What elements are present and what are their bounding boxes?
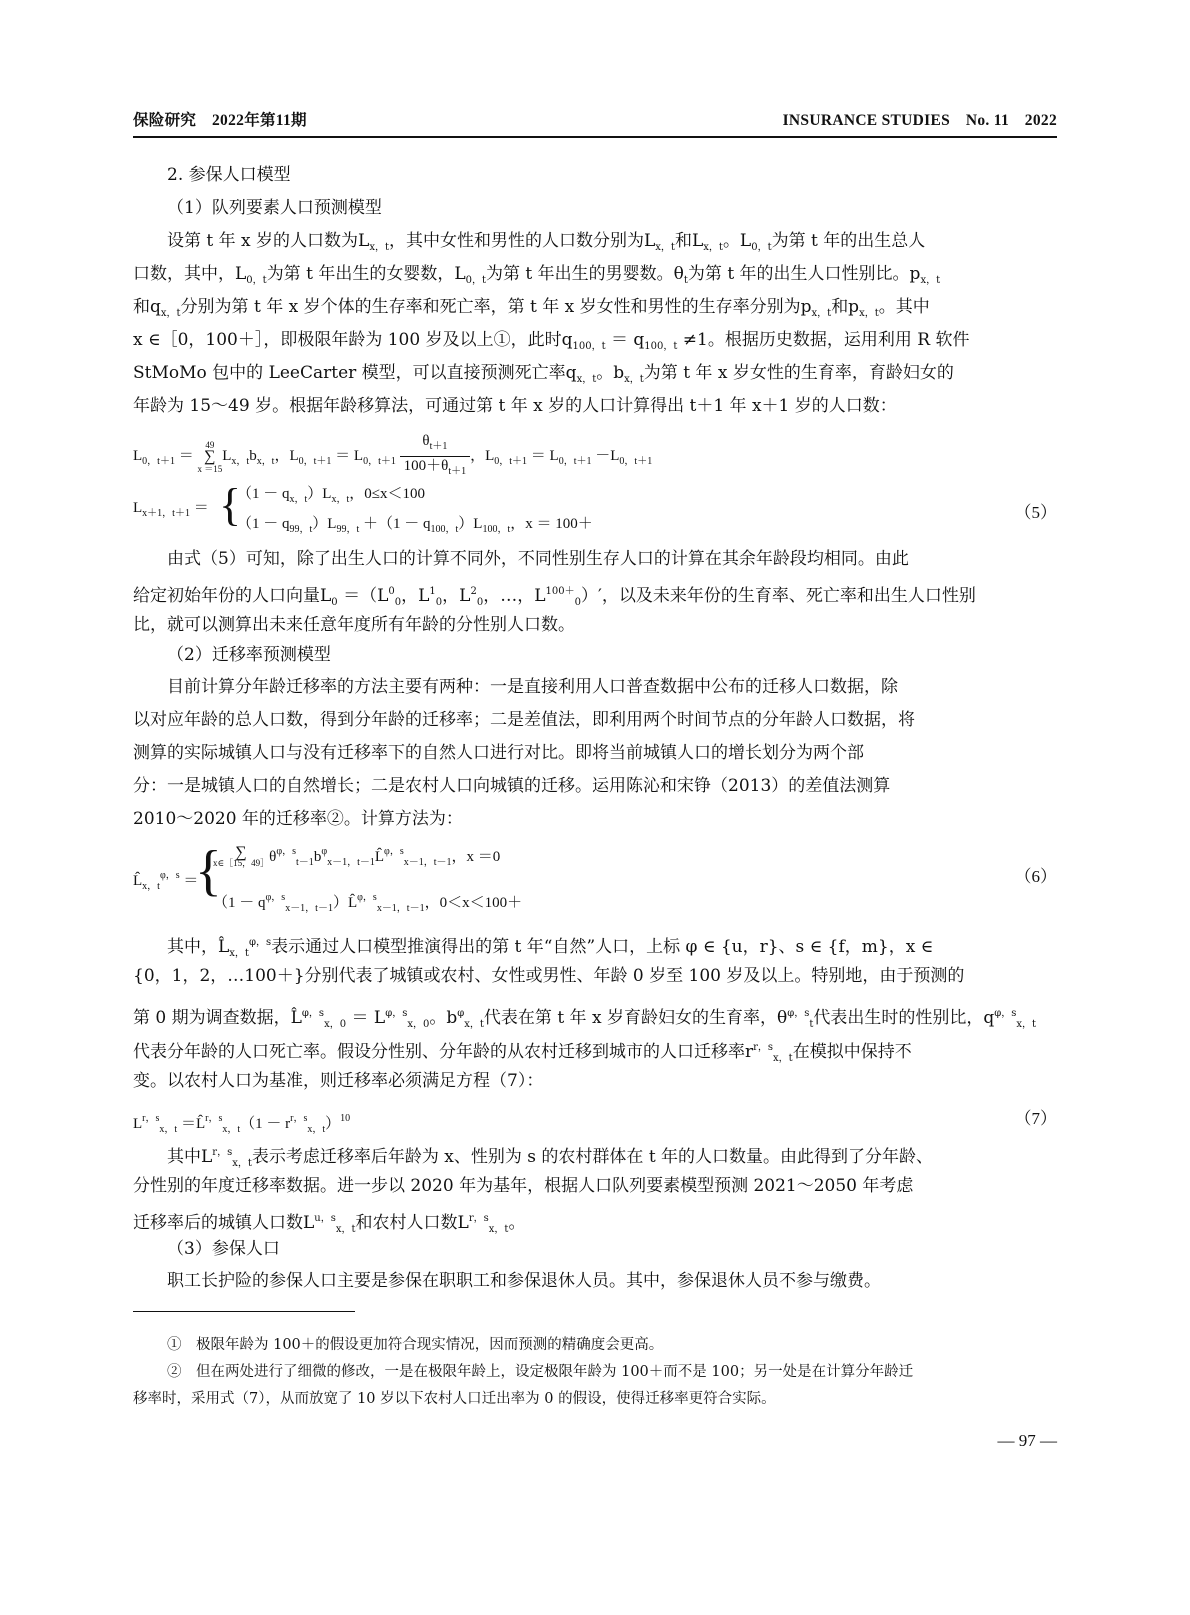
equation-birth: $L_{0,t+1}$ ＝ 49 ∑ x ＝15 $L_{x,t}b_{x,t}$，$L_{0,t+1} = L_{0,t+1}$ $\frac{\theta_{t+1}}{100+\theta_{t+1}}$ ，$L_{0,t+1} = L_{0,t+1} -L_{0,t+1}$	[133, 433, 653, 476]
paragraph-line: 分：一是城镇人口的自然增长；二是农村人口向城镇的迁移。运用陈沁和宋铮（2013）的差值法测算	[133, 776, 891, 796]
paragraph-line: 和$q_{x,t}$分别为第 t 年 x 岁个体的生存率和死亡率，第 t 年 x 岁女性和男性的生存率分别为$p_{x,t}$和$p_{x,t}$。其中	[133, 297, 930, 319]
paragraph-line: {0，1，2，…100＋}分别代表了城镇或农村、女性或男性、年龄 0 岁至 100 岁及以上。特别地，由于预测的	[133, 966, 965, 986]
paragraph-line: 口数，其中，$L_{0,t}$为第 t 年出生的女婴数，$L_{0,t}$为第 t 年出生的男婴数。$\theta_t$为第 t 年的出生人口性别比。$p_{x,t}$	[133, 264, 941, 286]
equation-survival: $L_{x+1,t+1}$ ＝ { $(1 - q_{x,t})L_{x,t}$，0≤x＜100 $(1 - q_{99,t})L_{99,t} +(1 - q_{100,t})L_{100,t}$，x ＝ 100＋	[133, 479, 593, 535]
paragraph-line: 第 0 期为调查数据，L̂$^{\varphi,s}_{x,0}$ ＝ $L^{\varphi,s}_{x,0}$。$b^\varphi_{x,t}$代表在第 t 年 x 岁育龄妇女的生育率，$\theta^{\varphi,s}_t$代表出生时的性别比，$q^{\varphi,s}_{x,t}$	[133, 1008, 1037, 1030]
paragraph-line: 职工长护险的参保人口主要是参保在职职工和参保退休人员。其中，参保退休人员不参与缴费。	[167, 1271, 881, 1291]
paragraph-line: 比，就可以测算出未来任意年度所有年龄的分性别人口数。	[133, 615, 575, 635]
equation-migration-rate: $L^{r,s}_{x,t}$ ＝L̂$^{r,s}_{x,t}$（1 － $r^{r,s}_{x,t})^{10}$	[133, 1113, 351, 1135]
paragraph-line: 由式（5）可知，除了出生人口的计算不同外，不同性别生存人口的计算在其余年龄段均相同。由此	[167, 549, 909, 569]
paragraph-line: 分性别的年度迁移率数据。进一步以 2020 年为基年，根据人口队列要素模型预测 2021～2050 年考虑	[133, 1176, 914, 1196]
paragraph-line: 给定初始年份的人口向量$L_0 =(L^0_0$，$L^1_0$，$L^2_0$，…，$L^{100+}_0)'$，以及未来年份的生育率、死亡率和出生人口性别	[133, 586, 976, 608]
subsection-heading-3: （3）参保人口	[167, 1239, 280, 1259]
page-number: — 97 —	[997, 1431, 1057, 1450]
paragraph-line: 其中，$L̂_{x,t}^{\varphi,s}$表示通过人口模型推演得出的第 t 年“自然”人口，上标 φ ∈ {u，r}、s ∈ {f，m}，x ∈	[167, 937, 934, 959]
paragraph-line: 以对应年龄的总人口数，得到分年龄的迁移率；二是差值法，即利用两个时间节点的分年龄人口数据，将	[133, 710, 915, 730]
equation-number-6: （6）	[1014, 867, 1057, 886]
subsection-heading-1: （1）队列要素人口预测模型	[167, 198, 382, 218]
paragraph-line: 设第 t 年 x 岁的人口数为$L_{x,t}$，其中女性和男性的人口数分别为$L_{x,t}$和$L_{x,t}$。$L_{0,t}$为第 t 年的出生总人	[167, 231, 926, 253]
equation-natural-population: $L̂_{x,t}^{\varphi,s}$ ＝ { ∑ x∈［15，49］ $\theta^{\varphi,s}_{t-1}b^\varphi_{x-1,t-1}L̂^{\varphi,s}_{x-1,t-1}$，x ＝0 $(1 - q^{\varphi,s}_{x-1,t-1})L̂^{\varphi,s}_{x-1,t-1}$，0＜x＜100＋	[133, 840, 523, 914]
paragraph-line: 目前计算分年龄迁移率的方法主要有两种：一是直接利用人口普查数据中公布的迁移人口数据，除	[167, 677, 898, 697]
footnote-rule	[133, 1311, 355, 1312]
running-header-right: INSURANCE STUDIES No. 11 2022	[782, 112, 1057, 129]
paragraph-line: 2010～2020 年的迁移率②。计算方法为：	[133, 809, 463, 829]
paragraph-line: 其中$L^{r,s}_{x,t}$表示考虑迁移率后年龄为 x、性别为 s 的农村群体在 t 年的人口数量。由此得到了分年龄、	[167, 1147, 934, 1169]
footnote-2: ② 但在两处进行了细微的修改，一是在极限年龄上，设定极限年龄为 100＋而不是 100；另一处是在计算分年龄迁	[167, 1364, 914, 1380]
paragraph-line: 年龄为 15～49 岁。根据年龄移算法，可通过第 t 年 x 岁的人口计算得出 t＋1 年 x＋1 岁的人口数：	[133, 396, 897, 416]
paragraph-line: 变。以农村人口为基准，则迁移率必须满足方程（7）：	[133, 1071, 544, 1091]
paragraph-line: 代表分年龄的人口死亡率。假设分性别、分年龄的从农村迁移到城市的人口迁移率$r^{r,s}_{x,t}$在模拟中保持不	[133, 1042, 912, 1064]
paragraph-line: x ∈［0，100＋］，即极限年龄为 100 岁及以上①，此时$q_{100,t} = q_{100,t} \ne 1$。根据历史数据，运用利用 R 软件	[133, 330, 970, 352]
header-rule	[133, 136, 1057, 138]
running-header-left: 保险研究 2022年第11期	[133, 112, 307, 129]
equation-number-5: （5）	[1014, 503, 1057, 522]
footnote-1: ① 极限年龄为 100＋的假设更加符合现实情况，因而预测的精确度会更高。	[167, 1337, 664, 1353]
section-heading: 2. 参保人口模型	[167, 165, 291, 185]
footnote-2-cont: 移率时，采用式（7），从而放宽了 10 岁以下农村人口迁出率为 0 的假设，使得迁移率更符合实际。	[133, 1391, 776, 1407]
paragraph-line: 测算的实际城镇人口与没有迁移率下的自然人口进行对比。即将当前城镇人口的增长划分为两个部	[133, 743, 864, 763]
equation-number-7: （7）	[1014, 1109, 1057, 1128]
paragraph-line: 迁移率后的城镇人口数$L^{u,s}_{x,t}$和农村人口数$L^{r,s}_{x,t}$。	[133, 1213, 526, 1235]
paragraph-line: StMoMo 包中的 LeeCarter 模型，可以直接预测死亡率$q_{x,t}$。$b_{x,t}$为第 t 年 x 岁女性的生育率，育龄妇女的	[133, 363, 954, 385]
subsection-heading-2: （2）迁移率预测模型	[167, 645, 331, 665]
